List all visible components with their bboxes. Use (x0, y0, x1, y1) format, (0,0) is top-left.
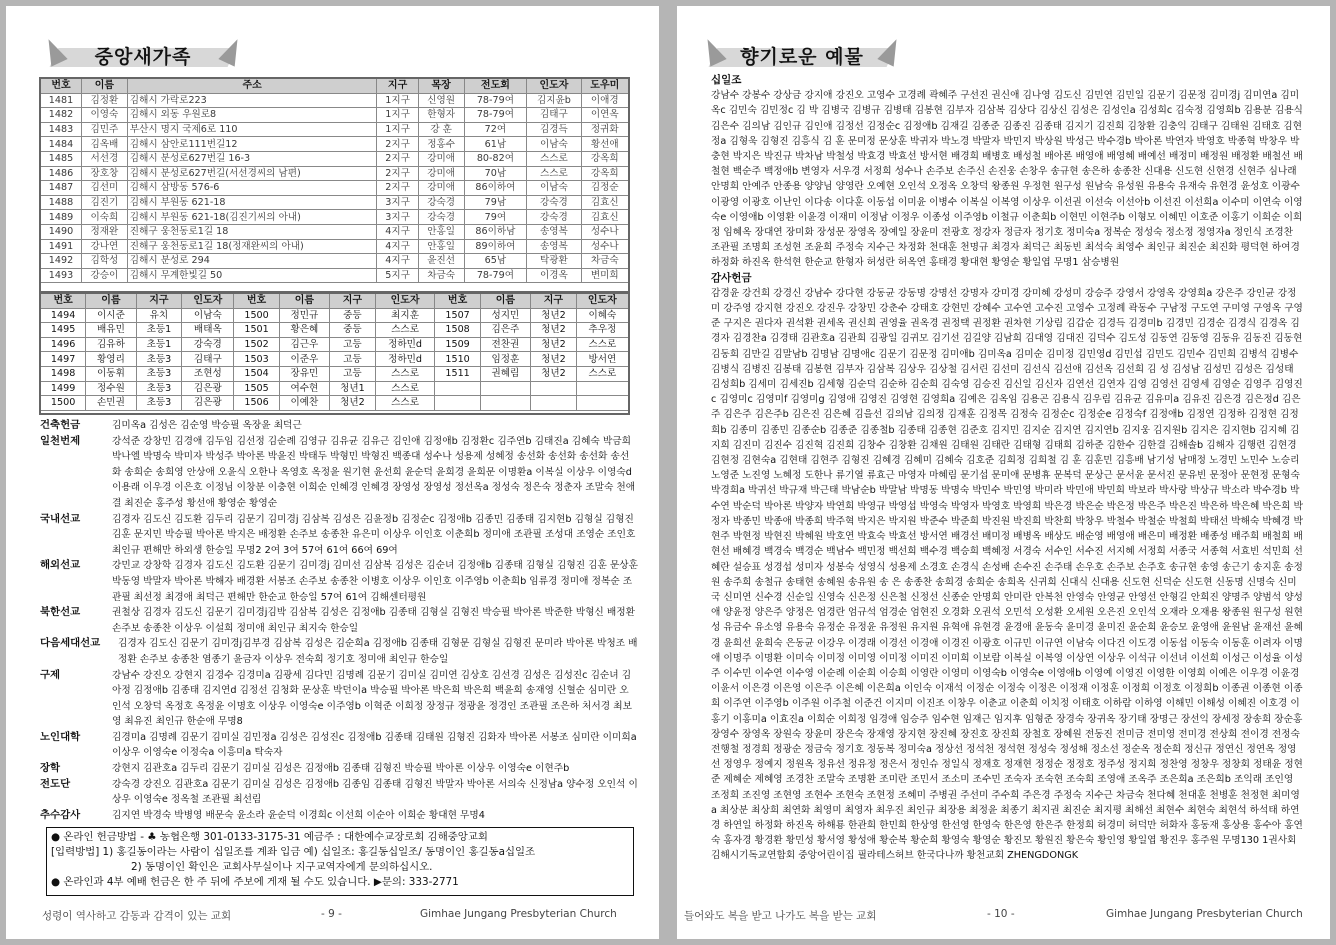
offering-section (40, 808, 638, 824)
table-outline (39, 77, 630, 293)
table-cell: 79남 (464, 195, 527, 210)
table-cell: 2지구 (377, 151, 418, 166)
footer-slogan: 성령이 역사하고 감동과 감격이 있는 교회 (42, 910, 232, 922)
table-cell: 1500 (234, 308, 279, 323)
column-header: 인도자 (527, 79, 581, 94)
offering-section-label: 해외선교 (40, 559, 81, 572)
table-cell: 4지구 (377, 239, 418, 254)
offering-section (40, 418, 638, 434)
table-cell: 탁광환 (527, 254, 581, 269)
table-cell: 김민주 (82, 122, 128, 137)
offering-section-names: 권철상 김경자 김도신 김문기 김미경j김박 김삼복 김성은 김정애b 김종태 김형실 김형진 박승필 박아론 박준한 박형신 배정환 손주보 송종찬 이상우 이설희 정미애 최인규 최지숙 한승일 (112, 607, 639, 634)
offering-section (40, 761, 638, 777)
table-cell: 김해시 삼방동 576-6 (127, 181, 377, 196)
table-cell: 65남 (464, 254, 527, 269)
table-cell: 79여 (464, 210, 527, 225)
table-cell: 1511 (435, 366, 480, 381)
table-cell: 1483 (41, 122, 82, 137)
table-cell: 80-82여 (464, 151, 527, 166)
column-header: 이름 (86, 294, 136, 309)
table-cell: 1502 (234, 337, 279, 352)
table-cell: 정민규 (279, 308, 329, 323)
table-cell: 초등1 (136, 337, 182, 352)
table-cell: 김경득 (527, 122, 581, 137)
tithe-heading: 십일조 (711, 74, 742, 86)
table-cell: 강숙경 (418, 210, 464, 225)
footer-page-number: - 9 - (321, 908, 342, 920)
table-cell: 김해시 분성로627번길 16-3 (127, 151, 377, 166)
table-cell: 청년2 (531, 308, 577, 323)
table-cell: 1504 (234, 366, 279, 381)
table-cell: 1505 (234, 381, 279, 396)
table-cell: 최지훈 (375, 308, 435, 323)
offering-sections (40, 418, 642, 823)
table-cell: 스스로 (375, 381, 435, 396)
table-cell: 강미애 (418, 181, 464, 196)
table-cell: 강승이 (82, 268, 128, 283)
offering-section-label: 국내선교 (40, 512, 81, 525)
table-cell: 김옥배 (82, 137, 128, 152)
offering-section-label: 노인대학 (40, 730, 81, 743)
table-cell: 1487 (41, 181, 82, 196)
table-cell: 정수원 (86, 381, 136, 396)
table-cell: 1510 (435, 352, 480, 367)
table-cell: 황선애 (581, 137, 628, 152)
table-cell: 김해시 부원동 621-18(김진기씨의 아내) (127, 210, 377, 225)
offering-section-names: 김경미a 김명례 김문기 김미실 김민정a 김성은 김성진c 김정애b 김종태 김태원 김형진 김화자 박아론 서봉조 심미란 이미희a 이상우 이영숙e 이정숙a 이흥미a 탁숙자 (112, 731, 640, 759)
column-header: 인도자 (576, 294, 628, 309)
table-cell: 추우정 (576, 323, 628, 338)
table-cell: 4지구 (377, 224, 418, 239)
table-cell: 황영리 (86, 352, 136, 367)
notice-line-2: [입력방법] 1) 홍길동이라는 사람이 십일조를 계좌 입금 예) 십일조: 홍길동십일조/ 동명이인 홍길동a십일조 (51, 846, 536, 858)
column-header: 번호 (435, 294, 480, 309)
table-cell: 청년1 (330, 381, 376, 396)
table-cell: 안홍일 (418, 224, 464, 239)
table-cell: 1497 (41, 352, 86, 367)
column-header: 주소 (127, 79, 377, 94)
table-cell: 윤진선 (418, 254, 464, 269)
offering-section-label: 건축헌금 (40, 419, 81, 431)
column-header: 번호 (41, 79, 82, 94)
table-cell: 고등 (330, 366, 376, 381)
table-outline (39, 292, 630, 415)
table-cell: 이남숙 (527, 137, 581, 152)
left-page (6, 6, 659, 939)
table-cell: 김진기 (82, 195, 128, 210)
table-cell: 권혜림 (480, 366, 530, 381)
table-cell: 김해시 분성로 294 (127, 254, 377, 269)
table-cell: 김근우 (279, 337, 329, 352)
table-cell: 2지구 (377, 137, 418, 152)
table-cell: 스스로 (576, 366, 628, 381)
table-cell: 78-79여 (464, 108, 527, 123)
table-cell: 정귀화 (581, 122, 628, 137)
table-cell: 스스로 (375, 366, 435, 381)
table-cell: 정하민d (375, 352, 435, 367)
table-cell: 중등 (330, 323, 376, 338)
table-cell: 1498 (41, 366, 86, 381)
table-cell: 전찬권 (480, 337, 530, 352)
offering-section (40, 512, 638, 559)
column-header: 이름 (480, 294, 530, 309)
table-cell: 89이하여 (464, 239, 527, 254)
table-cell: 1499 (41, 381, 86, 396)
table-cell: 1494 (41, 308, 86, 323)
offering-section-names: 강석준 강창민 김경애 김두임 김선정 김순례 김영규 김유균 김유근 김인애 김정애b 김정환c 김주연b 김태진a 김혜숙 박금희 박나엘 박명숙 박미자 박성주 박아론 박윤진 박태두 박형민 박형진 백종대 성수나 성용제 성혜정 송선화 송선화 송선화 송선화 송희순 송희영 안상애 오윤식 오한나 옥영호 옥정윤 원기현 윤선희 윤순덕 윤희경 윤희문 이명환a 이복실 이상우 이영숙d 이용래 이우경 이은호 이정님 이창분 이충현 이희순 인혜경 인혜경 장영성 장영성 정선옥a 정성숙 정은숙 정춘자 조말숙 천애결 최진순 홍주성 황선애 황영순 황영순 (112, 435, 636, 509)
thanks-heading: 감사헌금 (711, 271, 752, 284)
table-cell: 김해시 부원동 621-18 (127, 195, 377, 210)
table-cell: 송영복 (527, 239, 581, 254)
table-cell: 김태구 (182, 352, 234, 367)
table-cell: 1489 (41, 210, 82, 225)
offering-section-label: 다음세대선교 (40, 637, 101, 650)
table-cell: 김은광 (182, 381, 234, 396)
table-cell: 72여 (464, 122, 527, 137)
banner-title: 중앙새가족 (94, 46, 192, 68)
table-cell: 배태옥 (182, 323, 234, 338)
table-cell: 5지구 (377, 268, 418, 283)
table-cell: 서선경 (82, 151, 128, 166)
table-cell: 강미애 (418, 166, 464, 181)
table-cell: 61남 (464, 137, 527, 152)
table-cell: 여수현 (279, 381, 329, 396)
table-cell: 초등3 (136, 366, 182, 381)
table-cell: 이시준 (86, 308, 136, 323)
table-cell: 손민권 (86, 396, 136, 411)
notice-line-3: 2) 동명이인 확인은 교회사무실이나 지구교역자에게 문의하십시오. (131, 861, 433, 873)
table-cell: 이연옥 (581, 108, 628, 123)
table-cell: 스스로 (375, 323, 435, 338)
table-cell: 강옥희 (581, 151, 628, 166)
offering-section-names: 김지연 박경숙 박병영 배문숙 윤소라 윤순덕 이경희c 이선희 이순아 이희순 황대현 무명4 (112, 809, 485, 821)
column-header: 이름 (82, 79, 128, 94)
offering-section-names: 강숙경 강진오 김관호a 김문기 김미실 김성은 김정애b 김종임 김종태 김형진 박말자 박아론 서의숙 신정남a 양수정 오인석 이상우 이영숙e 정옥철 조관필 최선림 (112, 778, 638, 806)
table-cell: 김해시 삼안로111번길12 (127, 137, 377, 152)
table-cell: 김효신 (581, 195, 628, 210)
table-cell: 1501 (234, 323, 279, 338)
table-cell: 김효신 (581, 210, 628, 225)
table-cell: 장호창 (82, 166, 128, 181)
table-cell: 1484 (41, 137, 82, 152)
table-cell: 김해시 무계한빛길 50 (127, 268, 377, 283)
table-cell: 김해시 분성로627번길(서선경씨의 남편) (127, 166, 377, 181)
table-cell: 고등 (330, 352, 376, 367)
table-cell: 1506 (234, 396, 279, 411)
offering-section (40, 777, 638, 808)
table-cell: 2지구 (377, 166, 418, 181)
table-cell: 이영숙 (82, 108, 128, 123)
table-cell: 1481 (41, 93, 82, 108)
table-cell: 청년2 (531, 337, 577, 352)
table-cell: 김해시 외동 우원로8 (127, 108, 377, 123)
table-cell: 변미희 (581, 268, 628, 283)
offering-section-label: 전도단 (40, 777, 71, 790)
table-cell: 김은주 (480, 323, 530, 338)
table-cell: 정재완 (82, 224, 128, 239)
online-offering-notice (46, 827, 634, 896)
table-cell: 1490 (41, 224, 82, 239)
section-banner (48, 38, 238, 70)
right-page (677, 6, 1330, 939)
offering-section-label: 북한선교 (40, 606, 81, 619)
offering-section-names: 김경자 김도신 김문기 김미경j김부경 김삼복 김성은 김순희a 김정애b 김종태 김형문 김형실 김형진 문미라 박아론 박청조 배정환 손주보 송종찬 염종기 윤금자 이상우 전숙희 정기호 정미애 최인규 한승일 (118, 638, 638, 665)
offering-section-label: 일천번제 (40, 434, 81, 447)
table-cell: 송영복 (527, 224, 581, 239)
table-cell: 1486 (41, 166, 82, 181)
table-cell: 강숙경 (182, 337, 234, 352)
table-cell: 한형자 (418, 108, 464, 123)
table-cell: 차금숙 (418, 268, 464, 283)
table-cell: 김유하 (86, 337, 136, 352)
offering-section (40, 434, 638, 512)
table-cell: 스스로 (527, 166, 581, 181)
offering-section (40, 730, 638, 761)
notice-line-4: ● 온라인과 4부 예배 헌금은 한 주 뒤에 주보에 게재 될 수도 있습니다. ▶문의: 333-2771 (51, 876, 459, 888)
offering-list (711, 73, 1305, 864)
table-cell: 초등3 (136, 396, 182, 411)
table-cell: 스스로 (527, 151, 581, 166)
table-cell: 고등 (330, 337, 376, 352)
offering-section (40, 558, 642, 605)
table-cell: 진해구 웅천동로1길 18 (127, 224, 377, 239)
offering-section-label: 장학 (40, 762, 61, 775)
table-cell: 이혜숙 (576, 308, 628, 323)
offering-section-names: 강현지 김관호a 김두리 김문기 김미실 김성은 김정애b 김종태 김형진 박승필 박아론 이상우 이영숙e 이현주b (112, 763, 570, 775)
footer-church-name: Gimhae Jungang Presbyterian Church (1106, 908, 1303, 920)
table-cell: 초등3 (136, 352, 182, 367)
table-cell: 청년2 (531, 366, 577, 381)
offering-section-names: 강남수 강진오 강현지 김경수 김경미a 김광세 김다민 김명례 김문기 김미실 김미연 김상호 김선경 김성은 김성진c 김순녀 김아정 김정애b 김종태 김지연d 김정선 김청화 문상훈 박던이a 박승필 박아론 박은희 박은희 백윤희 송재영 신혈순 심미란 오인석 오창덕 옥정호 옥정윤 이명호 이상우 이영숙e 이주영b 이혁준 이희정 장정규 정광윤 정경인 조관필 조은하 처서경 최보영 최유진 최인규 한순애 무명8 (112, 669, 632, 728)
table-cell: 1491 (41, 239, 82, 254)
table-cell: 이예찬 (279, 396, 329, 411)
column-header: 번호 (234, 294, 279, 309)
table-cell: 성수나 (581, 224, 628, 239)
footer-church-name: Gimhae Jungang Presbyterian Church (420, 908, 617, 920)
table-cell: 김태구 (527, 108, 581, 123)
tithe-names: 강남수 강봉수 강상금 강지애 강진오 고영수 고경례 곽혜주 구선진 권신애 김나영 김도신 김민연 김민일 김문기 김문정 김미경j 김미연a 김미옥c 김민숙 김민정c 김 박 김병국 김병규 김병태 김봉현 김부자 김삼복 김상다 김상신 김성은 김성인a 김성희c 김숙정 김영희b 김용분 김용식 김은수 김의남 김인규 김인애 김정선 김정순c 김정애b 김재길 김종준 김종진 김종태 김지기 김진희 김창환 김충익 김태구 김태원 김태호 김현정a 김형욱 김형진 김흥식 김 훈 문미정 문상훈 박귀자 박노경 박말자 박민지 박상원 박성근 박수경b 박아론 박연자 박영호 박종혁 박창우 박충현 박지은 박진규 박차남 박철성 박효경 박효선 방서현 배경희 배병호 배성철 배아론 배영애 배영혜 배예선 배정미 배정원 배정환 배철선 배철현 백순주 백정애b 변영자 서우경 서정희 성수나 손주보 손주신 손진웅 손창우 송규현 송은하 송종찬 신대용 신도현 신현경 신현주 심나래 안명희 안예주 안종용 양양님 양영란 오예현 오인석 오정옥 오창덕 왕종원 우정현 원구성 원남숙 유성원 유용숙 유재숙 유현경 윤성호 이광수 이광영 이광호 이난인 이다송 이다훈 이동섭 이미윤 이병수 이복실 이복영 이상우 이선권 이선숙 이선아b 이선진 이선희a 이수미 이연숙 이영숙e 이영애b 이영환 이윤경 이재미 이정남 이정우 이종성 이주영b 이철규 이춘희b 이현민 이현주b 이형모 이혜민 이호준 이홍기 이희순 이희정 임혜옥 장대연 장미화 장성문 장영옥 장예일 장윤미 전광호 정강자 정금자 정기호 정미숙a 정복순 정성숙 정소정 정영자a 정인식 조경찬 조관필 조명희 조성현 조윤희 주정숙 지수근 차정화 천대훈 천명규 최경자 최덕근 최동빈 최석숙 최영수 최인규 최진순 최진화 평덕현 하여경 하정화 하진옥 한석현 한순교 한형자 허성란 허옥연 홍태경 황대현 황영순 황일엽 무명1 삼승병원 (711, 90, 1303, 269)
table-cell: 1503 (234, 352, 279, 367)
table-cell: 성수나 (581, 239, 628, 254)
table-cell: 강 훈 (418, 122, 464, 137)
table-cell: 김은광 (182, 396, 234, 411)
thanks-names: 감경윤 강건희 강경신 강남수 강다현 강동균 강동명 강명선 강명자 강미경 강미혜 강성미 강승주 강영서 강영옥 강영희a 강은주 강인균 강정미 강주영 강지현 강진오 강진우 강창민 강춘수 강태호 강현민 강혜수 고수연 고수진 고영수 고정례 곽동수 구남정 구도연 구미영 구영옥 구영준 구지은 권다자 권석환 권세옥 권신희 권영율 권옥경 권정택 권정환 권차현 기상림 김갑순 김경득 김경미b 김경민 김경순 김경식 김경옥 김경자 김경찬a 김경태 김관호a 김관희 김광일 김귀모 김기선 김길양 김남희 김대영 김대진 김덕수 김도성 김동연 김동영 김동유 김동진 김동현 김동희 김만길 김말남b 김명남 김명애c 김문기 김문정 김미애b 김미옥a 김미순 김미정 김민영d 김민섭 김민도 김민수 김민희 김병석 김병수 김병식 김병진 김봉태 김봉현 김부자 김삼복 김상우 김상철 김서린 김선미 김선식 김선애 김선옥 김선희 김 성 김성남 김성민 김성은 김성태 김성희b 김세미 김세진b 김세형 김순덕 김순하 김순희 김숙영 김승진 김신일 김신자 김연선 김연자 김영 김영선 김영세 김영순 김영주 김영진c 김영미c 김영미f 김영미g 김영애 김영진 김영현 김영희a 김예은 김옥임 김용곤 김용식 김우림 김유균 김유미a 김유진 김은경 김은정d 김은주 김은주 김은주b 김은진 김은혜 김을선 김의남 김의정 김재훈 김정목 김정숙 김정순c 김정순e 김정숙f 김정애b 김정연 김정하 김정현 김정희b 김종미 김종민 김종순b 김종준 김종철b 김종태 김종현 김준호 김지민 김지순 김지연 김지연b 김지웅 김지원b 김지은 김지현b 김지혜 김지희 김진미 김진수 김진혁 김진희 김창수 김창환 김채원 김태원 김태란 김태형 김태희 김하준 김한수 김한결 김해솔b 김해자 김행련 김현경 김현정 김현숙a 김현태 김현주 김형진 김혜경 김혜미 김혜숙 김호준 김희정 김희철 김 훈 김훈민 김흥배 남기성 남매정 노경민 노민수 노승리 노영준 노진영 노혜정 도한나 류기열 류효근 마영자 마혜림 문기섭 문미애 문병휴 문복덕 문상근 문서윤 문서진 문유빈 문정아 문현정 문형숙 박경희a 박귀선 박규재 박근태 박남순b 박말남 박명동 박명숙 박민수 박민영 박미라 박민애 박민희 박보라 박사랑 박상규 박소라 박수경b 박수연 박순덕 박아론 박양자 박연희 박영규 박영섭 박영숙 박영자 박영호 박영희 박은경 박은순 박은정 박은주 박은진 박은하 박은혜 박은희 박정자 박종민 박종애 박종희 박주혁 박지은 박지원 박준수 박준희 박진원 박진희 박찬희 박창우 박철수 박철순 박철희 박태선 박해숙 박혜경 박현주 박현정 박현진 박혜원 박호연 박효숙 박효선 방서연 배경선 배미정 배병옥 배상도 배순영 배영애 배은미 배정환 배종성 배주희 배철희 배현선 배혜경 백경숙 백경순 백남수 백민정 백선희 백수경 백승희 백혜정 서경숙 서수인 서수진 서지혜 서정희 서종국 서종혁 서효빈 석민희 선혜란 설승표 성경섭 성미자 성봉숙 성영식 성용제 소경호 손경식 손성배 손수진 손주태 손우호 손주보 손주호 송규현 송영 송근기 송지훈 송정원 송주희 송철규 송태현 송혜원 송유원 송 은 송종찬 송희경 송희순 송희옥 신귀희 신대식 신대용 신도현 신덕순 신도현 신동명 신명숙 신미국 신미연 신수경 신순일 신영숙 신은정 신은철 신정선 신종순 안명희 안미란 안복천 안영숙 안영균 안영선 안형길 안희진 양명주 양범석 양성애 양윤정 양은주 양정은 엄경란 엄규석 엄경순 엄현진 오경화 오권석 오민석 오성환 오세원 오은진 오인석 오재라 오재용 왕종원 원구성 원현성 유금수 유소영 유용숙 유정순 유정윤 유정원 유지원 유혁애 유현경 윤경애 윤동숙 윤미경 윤미진 윤순희 윤승모 윤영애 윤원남 윤재선 윤혜경 윤희선 윤희숙 은동균 이강우 이경래 이경선 이경애 이경진 이광호 이규민 이규연 이남숙 이다건 이도경 이동섭 이동숙 이동훈 이려자 이명애 이명주 이명환 이미숙 이미정 이미영 이미정 이미진 이미희 이보람 이복실 이복영 이상연 이상우 이석규 이선녀 이선희 이성근 이성율 이성주 이수민 이수연 이수영 이순례 이순희 이승희 이영란 이영미 이영숙b 이영숙e 이영애b 이영예 이영진 이영한 이영희 이예은 이우경 이윤경 이윤서 이은경 이은영 이은주 이은혜 이은희a 이인숙 이재석 이정순 이정숙 이정은 이정재 이정훈 이정희 이정호 이정희b 이종권 이종현 이종희 이주연 이주영b 이주원 이주철 이준건 이지미 이진조 이창우 이춘교 이춘희 이치정 이태호 이하람 이하영 이해민 이해성 이혜진 이호경 이홍기 이홍미a 이효진a 이희순 이희정 임경애 임승주 임수현 임재근 임지후 임형준 장경숙 장귀옥 장기태 장명근 장선익 장세정 장송희 장순홍 장영수 장영옥 장원숙 장윤미 장은숙 장재영 장지현 장진혜 장진호 장진희 장철호 장혜원 전동진 전미금 전미영 전미경 전상희 전이경 전정숙 전행철 정경희 정광순 정금숙 정기호 정동복 정미숙a 정상선 정석천 정석현 정성숙 정성해 정소선 정순옥 정순희 정신규 정연신 정연옥 정영선 정영우 정예지 정원옥 정유선 정유정 정은서 정인슈 정일식 정재호 정재현 정정순 정정호 정주성 정지희 정찬영 정창우 정창회 정태윤 정현준 제혜순 제혜영 조경찬 조말숙 조명환 조미란 조민서 조소미 조수민 조숙자 조숙현 조숙희 조영애 조옥주 조은희a 조은희b 조익래 조인영 조정희 조진영 조현영 조현수 조현숙 조현정 조혜미 주병권 주선미 주수희 주은경 주정숙 지수근 차금숙 천다혜 천대훈 천병훈 천정현 최미영a 최상분 최상희 최연화 최영미 최영자 최우진 최인규 최장용 최정윤 최종기 최지권 최진순 최지평 최해선 최현수 최현숙 최현석 하석태 하연경 하연일 하정화 하진옥 하해룡 한관희 한민희 한상영 한선영 한영숙 한은영 한은주 한정희 허경미 허덕만 허화자 홍동재 홍상용 홍수아 홍연숙 홍자경 황경환 황민성 황서영 황성애 황순복 황순희 황영숙 황영순 황진모 황원진 황은숙 황인영 황일엽 황진우 홍주원 무명130 1권사회 김해시기독교연합회 중앙어린이집 필라테스허브 한국다나까 황천교회 ZHENGDONGK (711, 287, 1303, 862)
table-cell: 이애경 (581, 93, 628, 108)
table-cell: 이숙희 (82, 210, 128, 225)
table-cell: 조현성 (182, 366, 234, 381)
table-cell: 김정순 (581, 181, 628, 196)
offering-section (40, 636, 638, 667)
table-cell: 안홍일 (418, 239, 464, 254)
table-cell: 강숙경 (527, 210, 581, 225)
offering-section-names: 김미옥a 김성은 김순영 박승필 옥장윤 최덕근 (112, 420, 302, 431)
column-header: 인도자 (375, 294, 435, 309)
table-cell: 1482 (41, 108, 82, 123)
table-cell: 배유민 (86, 323, 136, 338)
table-cell: 청년2 (531, 352, 577, 367)
table-cell: 차금숙 (581, 254, 628, 269)
column-header: 목장 (418, 79, 464, 94)
column-header: 지구 (136, 294, 182, 309)
table-cell: 방서연 (576, 352, 628, 367)
table-cell: 1지구 (377, 108, 418, 123)
table-cell: 2지구 (377, 181, 418, 196)
table-cell: 1493 (41, 268, 82, 283)
table-cell: 김학성 (82, 254, 128, 269)
column-header: 지구 (330, 294, 376, 309)
table-cell: 1500 (41, 396, 86, 411)
banner-title: 향기로운 예물 (740, 46, 864, 68)
table-cell: 김선미 (82, 181, 128, 196)
table-cell: 강숙경 (418, 195, 464, 210)
column-header: 번호 (41, 294, 86, 309)
offering-section (40, 605, 638, 636)
table-cell: 김정환 (82, 93, 128, 108)
table-cell: 부산시 명지 국제6로 110 (127, 122, 377, 137)
footer-slogan: 들어와도 복을 받고 나가도 복을 받는 교회 (684, 910, 877, 922)
table-cell: 성지민 (480, 308, 530, 323)
table-cell: 이동휘 (86, 366, 136, 381)
table-cell: 임정훈 (480, 352, 530, 367)
table-cell: 김지윤b (527, 93, 581, 108)
table-cell: 김해시 가락로223 (127, 93, 377, 108)
table-cell: 1507 (435, 308, 480, 323)
table-cell: 1지구 (377, 122, 418, 137)
table-cell: 86이하여 (464, 181, 527, 196)
notice-line-1: ● 온라인 헌금방법 - ♣ 농협은행 301-0133-3175-31 예금주 : 대한예수교장로회 김해중앙교회 (51, 831, 488, 843)
column-header: 도우미 (581, 79, 628, 94)
table-cell: 중등 (330, 308, 376, 323)
column-header: 지구 (531, 294, 577, 309)
table-cell: 78-79여 (464, 93, 527, 108)
table-cell: 1509 (435, 337, 480, 352)
table-cell: 78-79여 (464, 268, 527, 283)
offering-section-label: 구제 (40, 668, 61, 681)
section-banner (707, 38, 897, 70)
table-cell: 이남숙 (182, 308, 234, 323)
table-cell: 강옥희 (581, 166, 628, 181)
table-cell: 초등3 (136, 381, 182, 396)
table-cell: 이경옥 (527, 268, 581, 283)
table-cell: 1지구 (377, 93, 418, 108)
table-cell: 진해구 웅천동로1길 18(정재완씨의 아내) (127, 239, 377, 254)
footer-page-number: - 10 - (987, 908, 1015, 920)
offering-section-names: 강민교 강창학 김경자 김도신 김도환 김문기 김미경j 김미선 김삼복 김성은 김순녀 김정애b 김종태 김형실 김형진 김훈 문상훈 박동영 박말자 박아론 박해자 배경환 서봉조 손주보 송종찬 이병호 이상우 이인호 이주영b 이춘희b 임류경 정미애 정복순 조관필 최선정 최경애 최덕근 편해만 한순교 한승일 57여 61여 김해센터평원 (112, 560, 642, 603)
table-cell: 3지구 (377, 210, 418, 225)
table-cell: 86이하남 (464, 224, 527, 239)
table-cell: 장유민 (279, 366, 329, 381)
table-cell: 강나연 (82, 239, 128, 254)
table-cell: 청년2 (330, 396, 376, 411)
table-cell: 초등1 (136, 323, 182, 338)
table-cell: 신영원 (418, 93, 464, 108)
table-cell: 정홍수 (418, 137, 464, 152)
column-header: 이름 (279, 294, 329, 309)
table-cell: 정하민d (375, 337, 435, 352)
table-cell: 이준우 (279, 352, 329, 367)
table-cell: 3지구 (377, 195, 418, 210)
table-cell: 청년2 (531, 323, 577, 338)
table-cell: 1496 (41, 337, 86, 352)
table-cell: 1495 (41, 323, 86, 338)
table-cell: 1485 (41, 151, 82, 166)
table-cell: 유치 (136, 308, 182, 323)
table-cell: 스스로 (375, 396, 435, 411)
table-cell: 1508 (435, 323, 480, 338)
table-cell: 스스로 (576, 337, 628, 352)
table-cell: 강미애 (418, 151, 464, 166)
table-cell: 이남숙 (527, 181, 581, 196)
column-header: 인도자 (182, 294, 234, 309)
table-cell: 70남 (464, 166, 527, 181)
offering-section-label: 추수감사 (40, 808, 81, 821)
table-cell: 1492 (41, 254, 82, 269)
column-header: 지구 (377, 79, 418, 94)
column-header: 전도회 (464, 79, 527, 94)
offering-section-names: 김경자 김도신 김도환 김두리 김문기 김미경j 김삼복 김성은 김윤정b 김정순c 김정애b 김종민 김종태 김지현b 김형실 김형진 김훈 문지민 박승필 박아론 박지은 배정환 손주보 송종찬 유은미 이상우 이인호 이춘희b 정미애 조관필 조성대 조영순 조인호 최인규 편해만 하외생 한승일 무명2 2여 3여 57여 61여 66여 69여 (112, 513, 639, 556)
offering-section (40, 668, 638, 730)
table-cell: 4지구 (377, 254, 418, 269)
table-cell: 황은혜 (279, 323, 329, 338)
table-cell: 강숙경 (527, 195, 581, 210)
table-cell: 1488 (41, 195, 82, 210)
